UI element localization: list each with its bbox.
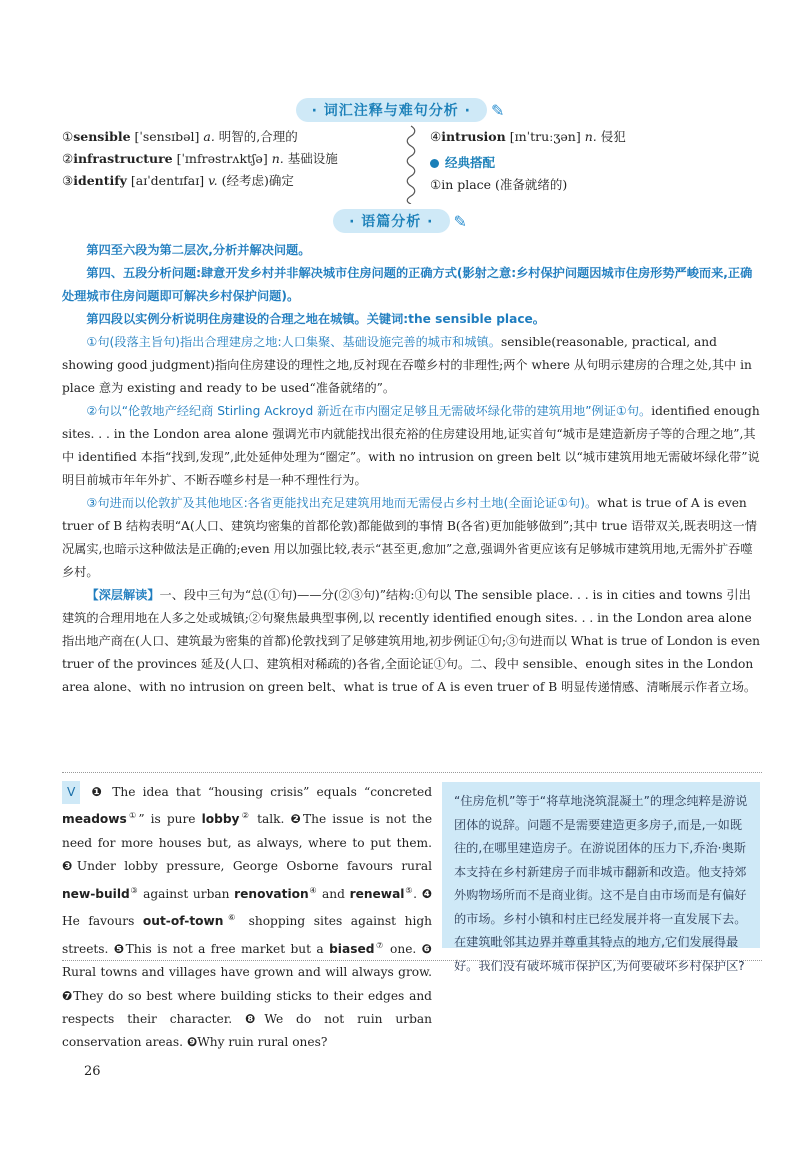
english-passage: V ❶ The idea that “housing crisis” equals “concreted meadows①” is pure lobby② talk. ❷The issue is not the need for more houses but, as always, where to put them. ❸Under lobby pressure, George Osborne favours rural new-build③ against urban renovation④ and renewal⑤. ❹ He favours out-of-town⑥ shopping sites against high streets. ❺This is not a free market but a biased⑦ one. ❻ Rural towns and villages have grown and will always grow. ❼They do so best where building sticks to their edges and respects their character. ❽We do not ruin urban conservation areas. ❾Why ruin rural ones? — [62, 781, 432, 1055]
vocab-item: ②infrastructure [ˈɪnfrəstrʌktʃə] n. 基础设施 — [62, 151, 338, 166]
analysis-section-title — [0, 209, 800, 233]
divider-bottom — [62, 960, 762, 961]
collocation-heading: 经典搭配 — [430, 152, 760, 174]
paragraph-marker: V — [62, 781, 80, 804]
translation-box: “住房危机”等于“将草地浇筑混凝土”的理念纯粹是游说团体的说辞。问题不是需要建造更多房子,而是,一如既往的,在哪里建造房子。在游说团体的压力下,乔治·奥斯本支持在乡村新建房子而非城市翻新和改造。他支持郊外购物场所而不是商业街。这不是自由市场而是有偏好的市场。乡村小镇和村庄已经发展并将一直发展下去。在建筑毗邻其边界并尊重其特点的地方,它们发展得最好。我们没有破坏城市保护区,为何要破坏乡村保护区? — [442, 782, 760, 948]
vocab-title-pill: · 词汇注释与难句分析 · — [296, 98, 487, 122]
spiral-divider — [404, 124, 418, 204]
analysis-para: 第四至六段为第二层次,分析并解决问题。 — [86, 243, 311, 257]
vocab-item: ④intrusion [ɪnˈtruːʒən] n. 侵犯 — [430, 129, 626, 144]
analysis-title-pill: · 语篇分析 · — [333, 209, 449, 233]
page-number: 26 — [84, 1064, 101, 1079]
brush-icon: ✎ — [453, 212, 467, 231]
vocab-list-right — [430, 126, 760, 196]
divider-top — [62, 772, 762, 773]
analysis-body — [62, 239, 762, 699]
deep-reading-para: 【深层解读】一、段中三句为“总(①句)——分(②③句)”结构:①句以 The sensible place. . . is in cities and towns 引出建筑的合理用地在人多之处或城镇;②句聚焦最典型事例,以 recently identified enough sites. . . in the London area alone 指出地产商在(人口、建筑最为密集的首都)伦敦找到了足够建筑用地,初步例证①句;③句进而以 What is true of London is even truer of the provinces 延及(人口、建筑相对稀疏的)各省,全面论证①句。二、段中 sensible、enough sites in the London area alone、with no intrusion on green belt、what is true of A is even truer of B 明显传递情感、清晰展示作者立场。 — [62, 588, 761, 694]
brush-icon: ✎ — [491, 101, 505, 120]
analysis-para: 第四段以实例分析说明住房建设的合理之地在城镇。关键词:the sensible place。 — [86, 312, 545, 326]
vocab-item: ③identify [aɪˈdentɪfaɪ] v. (经考虑)确定 — [62, 173, 294, 188]
vocab-list-left — [62, 126, 397, 192]
vocab-item: ①sensible [ˈsensɪbəl] a. 明智的,合理的 — [62, 129, 298, 144]
analysis-para: ③句进而以伦敦扩及其他地区:各省更能找出充足建筑用地而无需侵占乡村土地(全面论证①句)。what is true of A is even truer of B 结构表明“A(人口、建筑均密集的首都伦敦)都能做到的事情 B(各省)更加能够做到”;其中 true 语带双关,既表明这一情况属实,也暗示这种做法是正确的;even 用以加强比较,表示“甚至更,愈加”之意,强调外省更应该有足够城市建筑用地,无需外扩吞噬乡村。 — [62, 496, 757, 579]
analysis-para: ②句以“伦敦地产经纪商 Stirling Ackroyd 新近在市内圈定足够且无需破坏绿化带的建筑用地”例证①句。identified enough sites. . . in the London area alone 强调光市内就能找出很充裕的住房建设用地,证实首句“城市是建造新房子等的合理之地”,其中 identified 本指“找到,发现”,此处延伸处理为“圈定”。with no intrusion on green belt 以“城市建筑用地无需破坏绿化带”说明目前城市年年外扩、不断吞噬乡村是一种不理性行为。 — [62, 404, 760, 487]
vocab-section-title — [0, 98, 800, 122]
bullet-dot-icon — [430, 159, 439, 168]
analysis-para: ①句(段落主旨句)指出合理建房之地:人口集聚、基础设施完善的城市和城镇。sensible(reasonable, practical, and showing good judgment)指向住房建设的理性之地,反衬现在吞噬乡村的非理性;两个 where 从句明示建房的合理之处,其中 in place 意为 existing and ready to be used“准备就绪的”。 — [62, 335, 752, 395]
analysis-para: 第四、五段分析问题:肆意开发乡村并非解决城市住房问题的正确方式(影射之意:乡村保护问题因城市住房形势严峻而来,正确处理城市住房问题即可解决乡村保护问题)。 — [62, 266, 753, 303]
collocation-item: ①in place (准备就绪的) — [430, 177, 568, 192]
